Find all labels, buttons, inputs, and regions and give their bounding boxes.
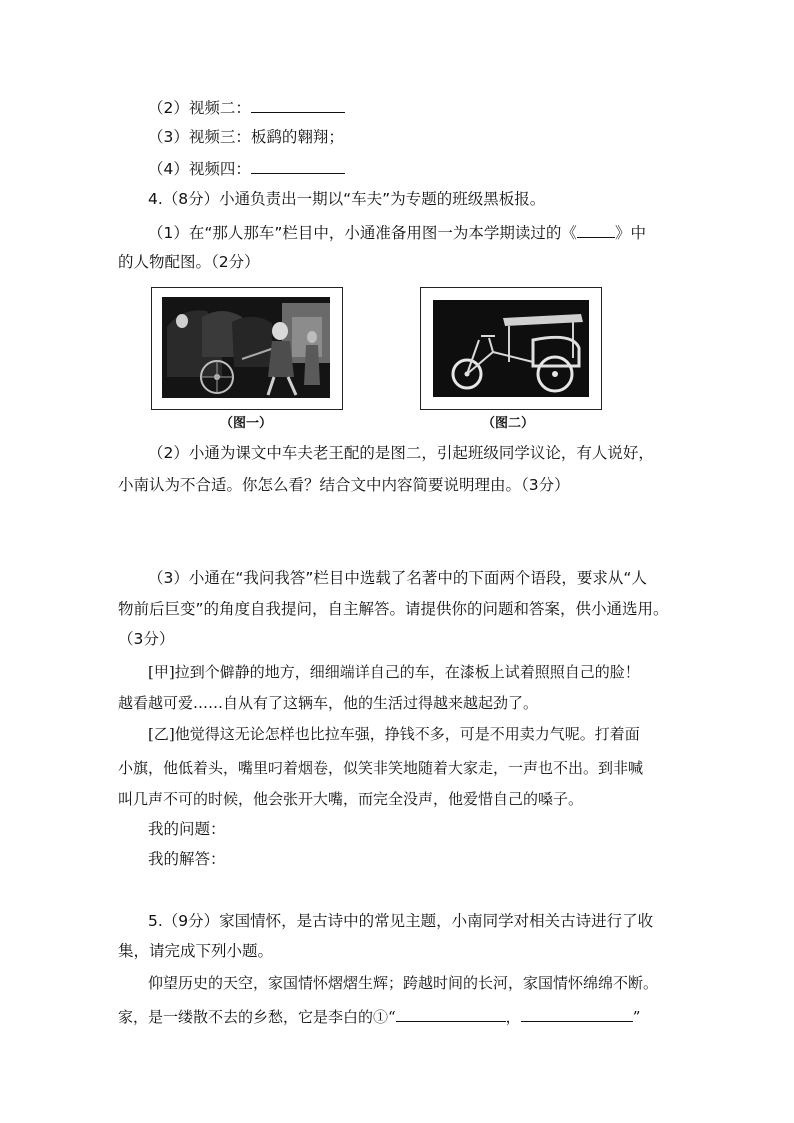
q3-item-2-label: （2）视频二： <box>148 99 251 117</box>
my-question-label: 我的问题： <box>148 820 226 838</box>
q4-sub3-line1: （3）小通在“我问我答”栏目中选载了名著中的下面两个语段，要求从“人 <box>148 569 647 587</box>
q3-item-2 <box>148 96 345 119</box>
rickshaw-crowd-photo <box>162 297 330 398</box>
q4-sub2-answer-area[interactable] <box>118 500 678 560</box>
figure-2-image <box>433 300 589 397</box>
q3-item-3 <box>148 126 344 148</box>
q4-sub1-text-a: （1）在“那人那车”栏目中，小通准备用图一为本学期读过的《 <box>148 224 577 242</box>
figure-1-caption: （图一） <box>219 416 272 431</box>
q3-item-4 <box>148 157 345 180</box>
figure-2-frame <box>420 287 602 410</box>
q4-stem: 4.（8分）小通负责出一期以“车夫”为专题的班级黑板报。 <box>148 190 546 208</box>
passage-yi-line2: 小旗，他低着头，嘴里叼着烟卷，似笑非笑地随着大家走，一声也不出。到非喊 <box>118 759 644 777</box>
figure-2-caption: （图二） <box>481 416 534 431</box>
q4-book-title-blank[interactable] <box>577 221 615 238</box>
passage-jia-line1: [甲]拉到个僻静的地方，细细端详自己的车，在漆板上试着照照自己的脸！ <box>148 663 640 681</box>
q5-comma: ， <box>505 1008 521 1026</box>
q3-item-3-label: （3）视频三：板鹞的翱翔； <box>148 128 344 146</box>
q3-item-2-blank[interactable] <box>251 96 345 113</box>
q4-sub3-line3: （3分） <box>118 630 175 648</box>
q5-stem-line1: 5.（9分）家国情怀，是古诗中的常见主题，小南同学对相关古诗进行了收 <box>148 912 654 930</box>
q4-sub3-line2: 物前后巨变”的角度自我提问，自主解答。请提供你的问题和答案，供小通选用。 <box>118 600 669 618</box>
poem-blank-2[interactable] <box>521 1005 633 1022</box>
passage-yi-line1: [乙]他觉得这无论怎样也比拉车强，挣钱不多，可是不用卖力气呢。打着面 <box>148 725 640 743</box>
q3-item-4-blank[interactable] <box>251 157 345 174</box>
q5-stem-line2: 集，请完成下列小题。 <box>118 942 274 960</box>
q3-item-4-label: （4）视频四： <box>148 160 251 178</box>
q4-sub1-line1 <box>148 221 646 244</box>
tricycle-photo <box>433 300 589 397</box>
q4-sub1-line2: 的人物配图。（2分） <box>118 253 260 271</box>
q5-passage-text: 家，是一缕散不去的乡愁，它是李白的①“ <box>118 1008 396 1026</box>
q4-sub2-line1: （2）小通为课文中车夫老王配的是图二，引起班级同学议论，有人说好， <box>148 444 654 462</box>
my-answer-label: 我的解答： <box>148 850 226 868</box>
figure-1-image <box>162 297 330 398</box>
q5-close-quote: ” <box>632 1008 641 1026</box>
q4-sub1-text-b: 》中 <box>614 224 646 242</box>
passage-jia-line2: 越看越可爱……自从有了这辆车，他的生活过得越来越起劲了。 <box>118 694 539 712</box>
q5-passage-line2 <box>118 1005 640 1028</box>
figure-1-frame <box>151 287 343 410</box>
poem-blank-1[interactable] <box>396 1005 506 1022</box>
q4-sub2-line2: 小南认为不合适。你怎么看？结合文中内容简要说明理由。（3分） <box>118 476 570 494</box>
q5-passage-line1: 仰望历史的天空，家国情怀熠熠生辉；跨越时间的长河，家国情怀绵绵不断。 <box>148 974 659 992</box>
passage-yi-line3: 叫几声不可的时候，他会张开大嘴，而完全没声，他爱惜自己的嗓子。 <box>118 790 584 808</box>
